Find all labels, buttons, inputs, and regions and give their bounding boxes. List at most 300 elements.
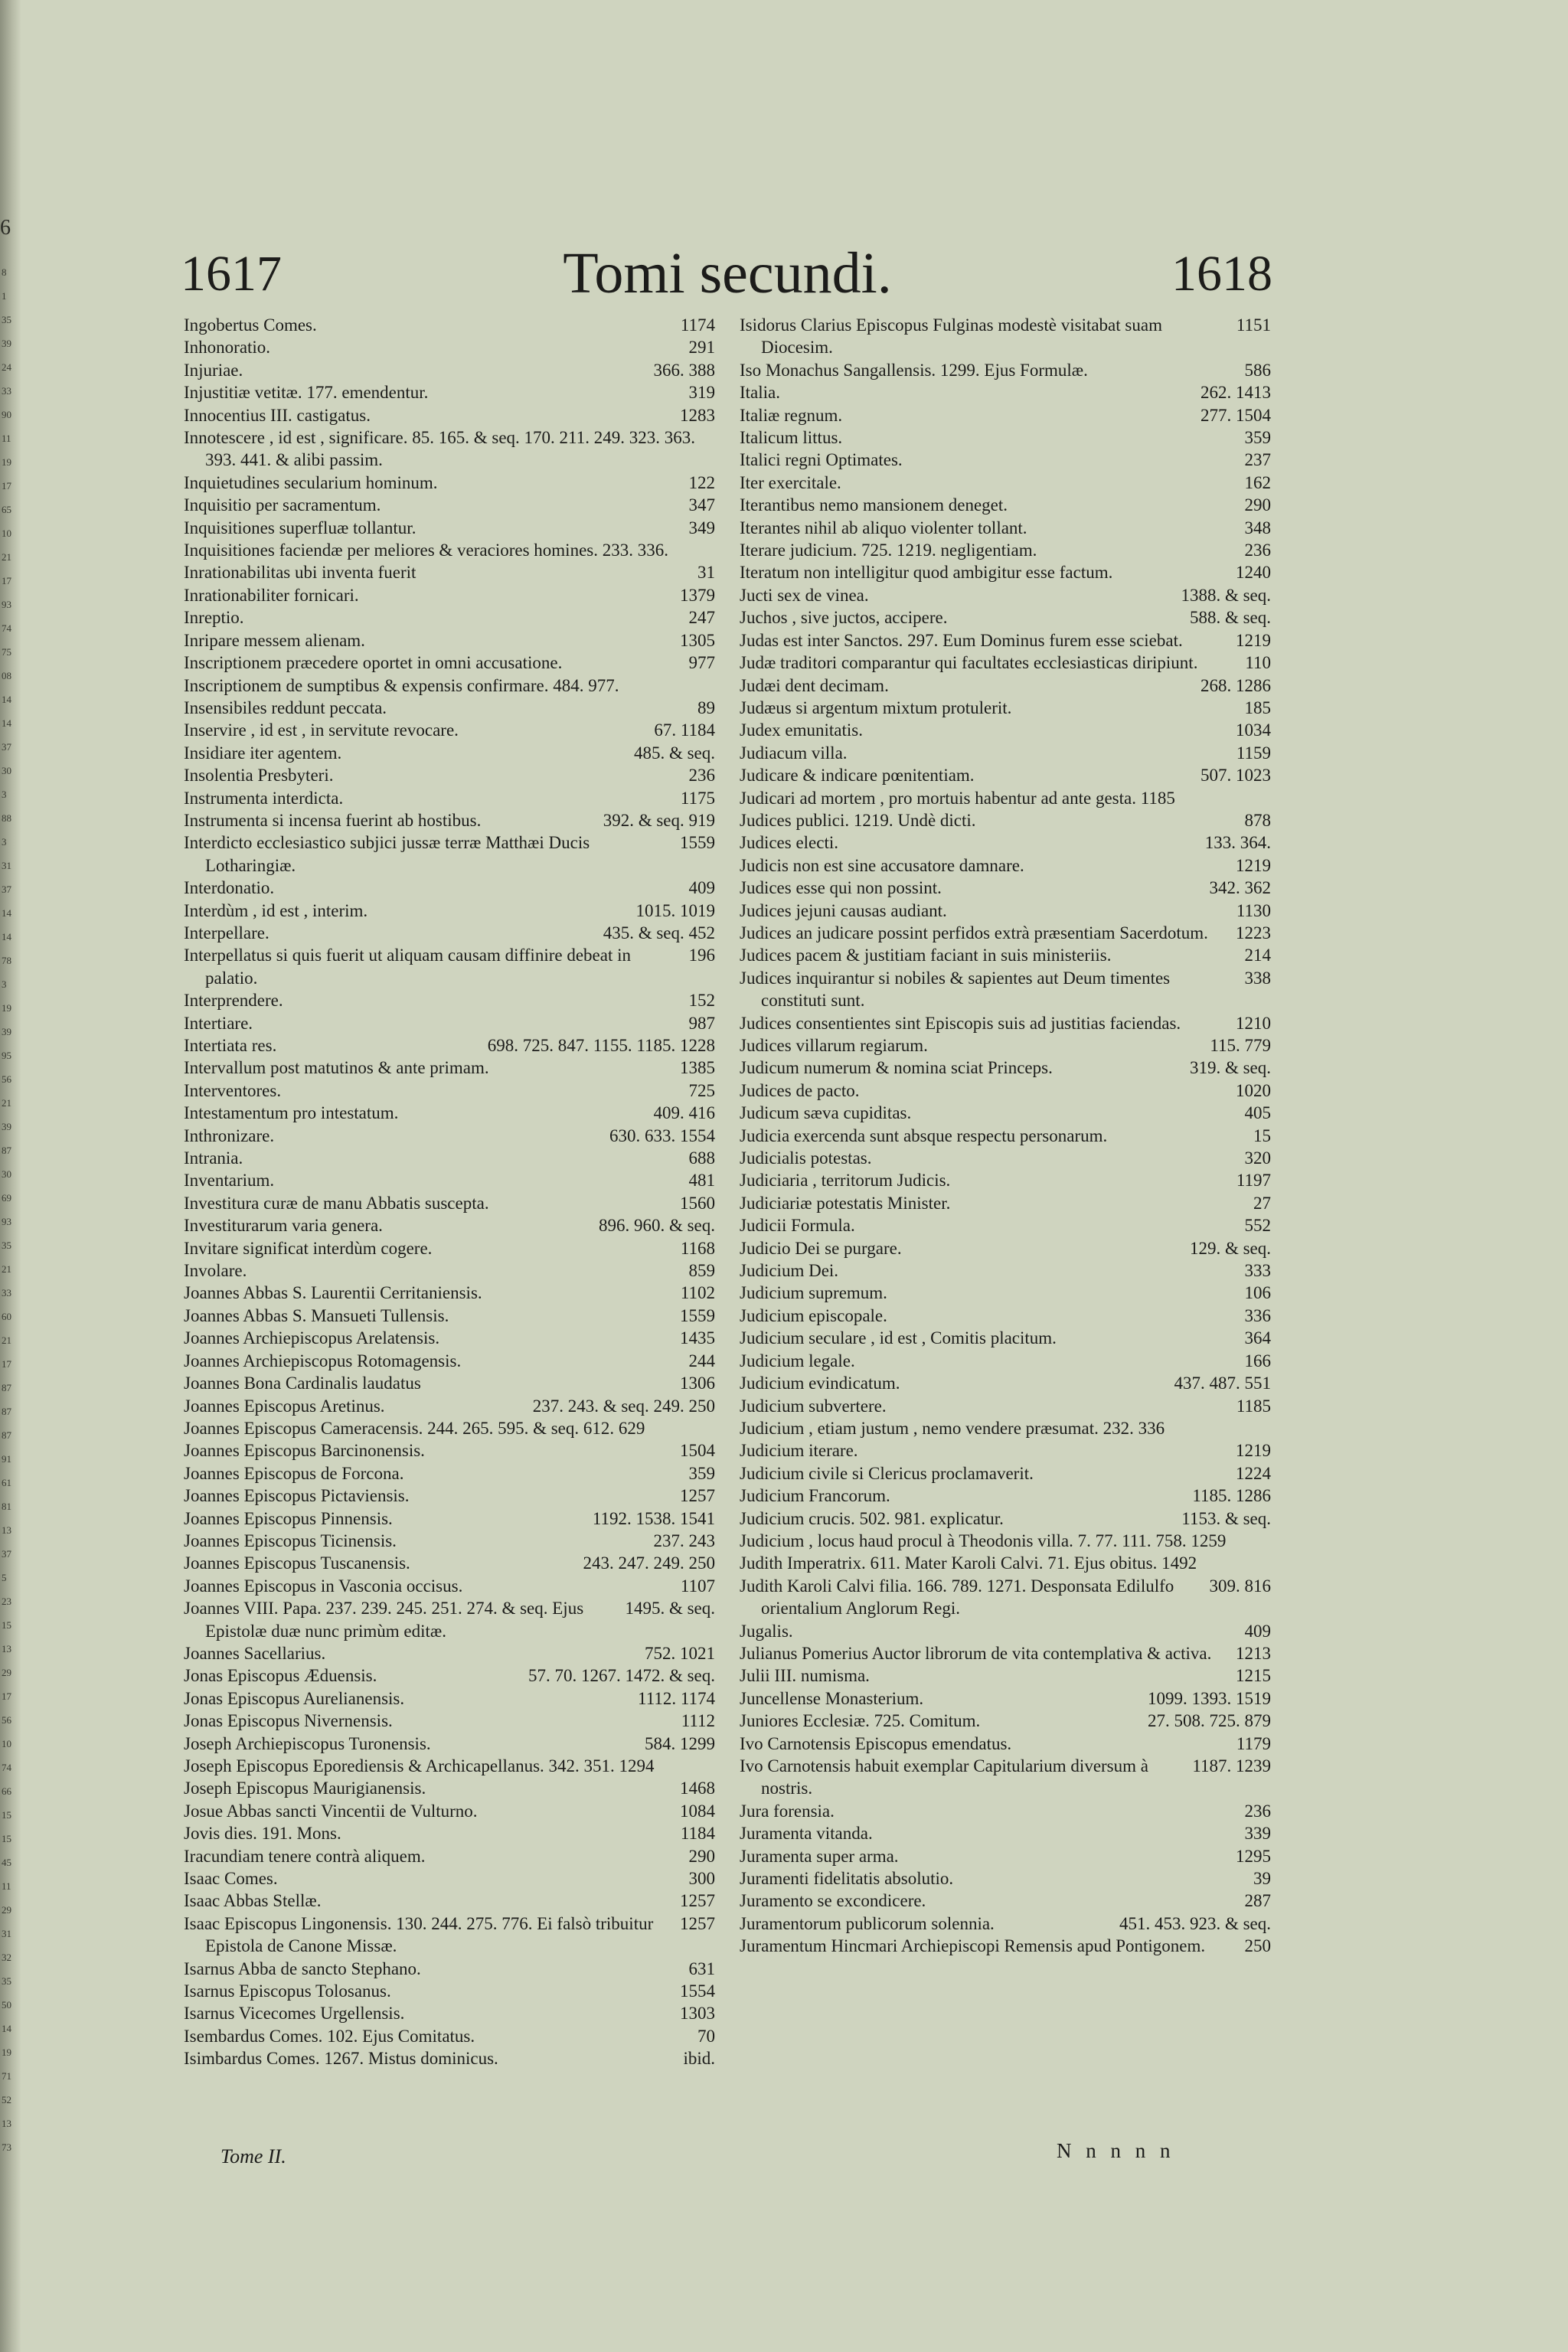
index-entry	[184, 517, 715, 539]
gutter-fragment: 29	[2, 1667, 11, 1678]
entry-page-refs: 237. 243. & seq. 249. 250	[532, 1396, 715, 1416]
gutter-fragment: 66	[2, 1785, 11, 1797]
left-column	[184, 314, 715, 2070]
index-entry	[184, 359, 715, 381]
gutter-fragment: 74	[2, 1762, 11, 1773]
entry-term: Judices pacem & justitiam faciant in suis ministeriis.	[740, 946, 1112, 965]
left-page-number: 1617	[181, 246, 282, 302]
entry-page-refs: 268. 1286	[1200, 675, 1271, 695]
index-entry	[740, 1508, 1271, 1530]
entry-page-refs: 1554	[680, 1981, 715, 2001]
entry-page-refs: 364	[1244, 1328, 1271, 1348]
entry-page-refs: 1153. & seq.	[1181, 1508, 1271, 1528]
entry-term: Joannes VIII. Papa. 237. 239. 245. 251. 274. & seq. Ejus Epistolæ duæ nunc primùm editæ.	[184, 1599, 584, 1641]
entry-term: Juniores Ecclesiæ. 725. Comitum.	[740, 1711, 981, 1731]
gutter-page-mark: 6	[0, 216, 11, 240]
gutter-fragment: 15	[2, 1619, 11, 1631]
entry-term: Judices inquirantur si nobiles & sapientes aut Deum timentes constituti sunt.	[740, 968, 1171, 1011]
entry-term: Innotescere , id est , significare. 85. 165. & seq. 170. 211. 249. 323. 363. 393. 441. & alibi passim.	[184, 428, 695, 470]
index-entry	[184, 764, 715, 786]
entry-page-refs: 244	[688, 1351, 715, 1370]
index-entry	[184, 675, 715, 697]
entry-page-refs: 688	[688, 1148, 715, 1168]
index-entry	[740, 1642, 1271, 1664]
entry-page-refs: 987	[688, 1013, 715, 1033]
index-entry	[184, 472, 715, 494]
entry-term: Joannes Archiepiscopus Arelatensis.	[184, 1328, 440, 1348]
index-entry	[184, 1439, 715, 1462]
entry-term: Insolentia Presbyteri.	[184, 766, 334, 786]
entry-page-refs: 319	[688, 383, 715, 403]
entry-term: Judicio Dei se purgare.	[740, 1238, 902, 1258]
gutter-fragment: 78	[2, 955, 11, 966]
entry-page-refs: 1295	[1236, 1846, 1271, 1866]
index-entry	[740, 1080, 1271, 1102]
entry-term: Joannes Episcopus Pinnensis.	[184, 1508, 393, 1528]
index-entry	[740, 584, 1271, 606]
entry-term: Inripare messem alienam.	[184, 630, 365, 650]
entry-term: Investiturarum varia genera.	[184, 1216, 383, 1236]
entry-term: Injuriae.	[184, 360, 243, 380]
index-entry	[740, 494, 1271, 516]
entry-term: Joannes Episcopus Pictaviensis.	[184, 1486, 410, 1506]
index-entry	[184, 404, 715, 426]
entry-term: Joannes Episcopus Barcinonensis.	[184, 1441, 425, 1461]
entry-term: Judices villarum regiarum.	[740, 1036, 928, 1055]
gutter-fragment: 32	[2, 1952, 11, 1963]
entry-term: Judith Imperatrix. 611. Mater Karoli Calvi. 71. Ejus obitus. 1492	[740, 1553, 1197, 1573]
entry-page-refs: 1240	[1236, 563, 1271, 583]
index-entry	[740, 426, 1271, 449]
entry-page-refs: 39	[1253, 1869, 1271, 1889]
entry-page-refs: 122	[688, 472, 715, 492]
entry-page-refs: 31	[697, 563, 715, 583]
entry-term: Joseph Archiepiscopus Turonensis.	[184, 1733, 431, 1753]
index-entry	[740, 1350, 1271, 1372]
gutter-fragment: 45	[2, 1857, 11, 1868]
entry-page-refs: 1197	[1236, 1171, 1271, 1191]
index-entry	[184, 1755, 715, 1777]
index-entry	[184, 1259, 715, 1282]
index-entry	[184, 1890, 715, 1912]
entry-term: Joannes Episcopus de Forcona.	[184, 1463, 404, 1483]
gutter-fragment: 30	[2, 1168, 11, 1180]
entry-term: Instrumenta interdicta.	[184, 788, 344, 808]
gutter-fragment: 65	[2, 504, 11, 515]
index-entry	[740, 1169, 1271, 1191]
entry-term: Isembardus Comes. 102. Ejus Comitatus.	[184, 2026, 475, 2046]
index-entry	[184, 1642, 715, 1664]
entry-term: Involare.	[184, 1261, 247, 1281]
entry-page-refs: 309. 816	[1209, 1576, 1271, 1596]
index-entry	[740, 1214, 1271, 1236]
index-entry	[184, 1147, 715, 1169]
index-entry	[184, 584, 715, 606]
index-entry	[740, 1800, 1271, 1822]
gutter-fragment: 91	[2, 1453, 11, 1465]
gutter-fragment: 08	[2, 670, 11, 681]
index-entry	[740, 606, 1271, 629]
gutter-fragment: 61	[2, 1477, 11, 1488]
index-entry	[184, 336, 715, 358]
entry-page-refs: 277. 1504	[1200, 405, 1271, 425]
entry-term: Judicium Francorum.	[740, 1486, 890, 1506]
entry-term: Judices esse qui non possint.	[740, 878, 942, 898]
index-entry	[740, 787, 1271, 809]
index-entry	[184, 989, 715, 1011]
index-entry	[740, 877, 1271, 899]
index-entry	[184, 1597, 715, 1642]
index-entry	[740, 314, 1271, 359]
entry-term: Intrania.	[184, 1148, 243, 1168]
entry-term: Judicii Formula.	[740, 1216, 855, 1236]
index-entry	[184, 1282, 715, 1304]
entry-page-refs: 320	[1244, 1148, 1271, 1168]
entry-term: Juramentorum publicorum solennia.	[740, 1913, 995, 1933]
gutter-fragment: 35	[2, 1240, 11, 1251]
gutter-fragment: 37	[2, 884, 11, 895]
entry-term: Judicium , locus haud procul à Theodonis villa. 7. 77. 111. 758. 1259	[740, 1530, 1227, 1550]
entry-term: Judiciariæ potestatis Minister.	[740, 1193, 951, 1213]
entry-term: Iterantibus nemo mansionem deneget.	[740, 495, 1008, 515]
entry-term: Judicium seculare , id est , Comitis placitum.	[740, 1328, 1057, 1348]
index-entry	[740, 1147, 1271, 1169]
entry-term: Juchos , sive juctos, accipere.	[740, 608, 948, 628]
entry-term: Judas est inter Sanctos. 297. Eum Dominus furem esse sciebat.	[740, 630, 1183, 650]
entry-page-refs: 1379	[680, 585, 715, 605]
gutter-fragment: 52	[2, 2094, 11, 2105]
gutter-fragment: 14	[2, 717, 11, 729]
entry-page-refs: 859	[688, 1261, 715, 1281]
entry-page-refs: 290	[1244, 495, 1271, 515]
entry-page-refs: 300	[688, 1869, 715, 1889]
gutter-fragment: 3	[2, 836, 7, 848]
entry-term: Isaac Episcopus Lingonensis. 130. 244. 275. 776. Ei falsò tribuitur Epistola de Canone Missæ.	[184, 1913, 654, 1956]
entry-term: Jovis dies. 191. Mons.	[184, 1824, 341, 1844]
gutter-fragment: 56	[2, 1714, 11, 1726]
entry-page-refs: 1560	[680, 1193, 715, 1213]
entry-term: Isarnus Abba de sancto Stephano.	[184, 1958, 421, 1978]
entry-term: Iteratum non intelligitur quod ambigitur esse factum.	[740, 563, 1113, 583]
entry-term: Interprendere.	[184, 991, 283, 1011]
index-entry	[740, 1012, 1271, 1034]
entry-page-refs: 349	[688, 518, 715, 537]
page-title: Tomi secundi.	[563, 241, 892, 305]
entry-term: Judicare & indicare pœnitentiam.	[740, 766, 975, 786]
entry-term: Judiciaria , territorum Judicis.	[740, 1171, 951, 1191]
index-entry	[184, 1372, 715, 1394]
entry-term: Inquietudines secularium hominum.	[184, 472, 438, 492]
entry-term: Insidiare iter agentem.	[184, 743, 342, 763]
entry-term: Investitura curæ de manu Abbatis suscepta.	[184, 1193, 489, 1213]
entry-term: Isarnus Vicecomes Urgellensis.	[184, 2004, 405, 2024]
entry-term: Inreptio.	[184, 608, 244, 628]
index-entry	[184, 1102, 715, 1124]
index-entry	[740, 1395, 1271, 1417]
index-entry	[740, 1372, 1271, 1394]
entry-term: Juramenti fidelitatis absolutio.	[740, 1869, 954, 1889]
entry-term: Inscriptionem præcedere oportet in omni accusatione.	[184, 653, 563, 673]
entry-term: Ivo Carnotensis habuit exemplar Capitularium diversum à nostris.	[740, 1756, 1148, 1798]
entry-term: Injustitiæ vetitæ. 177. emendentur.	[184, 383, 429, 403]
entry-page-refs: 247	[688, 608, 715, 628]
entry-page-refs: 1192. 1538. 1541	[592, 1508, 715, 1528]
index-entry	[740, 1034, 1271, 1057]
index-entry	[740, 1485, 1271, 1507]
entry-page-refs: 1219	[1236, 855, 1271, 875]
index-entry	[184, 539, 715, 561]
entry-page-refs: 451. 453. 923. & seq.	[1119, 1913, 1271, 1933]
entry-term: Interdonatio.	[184, 878, 275, 898]
gutter-fragment: 33	[2, 385, 11, 397]
entry-term: Intertiare.	[184, 1013, 253, 1033]
entry-page-refs: 1179	[1236, 1733, 1271, 1753]
entry-page-refs: 409	[1244, 1621, 1271, 1641]
index-entry	[184, 1913, 715, 1958]
entry-term: Intertiata res.	[184, 1036, 277, 1055]
gutter-fragment: 17	[2, 1358, 11, 1370]
entry-term: Innocentius III. castigatus.	[184, 405, 371, 425]
gutter-fragment: 73	[2, 2141, 11, 2153]
index-entry	[184, 1350, 715, 1372]
entry-term: Inquisitiones superfluæ tollantur.	[184, 518, 416, 537]
index-entry	[184, 381, 715, 403]
gutter-fragment: 14	[2, 931, 11, 942]
entry-term: Ivo Carnotensis Episcopus emendatus.	[740, 1733, 1012, 1753]
gutter-fragment: 5	[2, 1572, 7, 1583]
gutter-fragment: 35	[2, 1975, 11, 1987]
entry-term: Juramenta super arma.	[740, 1846, 899, 1866]
entry-page-refs: 129. & seq.	[1189, 1238, 1271, 1258]
entry-term: Interdùm , id est , interim.	[184, 900, 368, 920]
entry-term: Julii III. numisma.	[740, 1666, 870, 1686]
entry-term: Joannes Sacellarius.	[184, 1643, 326, 1663]
index-entry	[184, 719, 715, 741]
gutter-fragment: 87	[2, 1382, 11, 1393]
gutter-fragment: 29	[2, 1904, 11, 1916]
gutter-fragment: 14	[2, 907, 11, 919]
entry-page-refs: 1257	[680, 1891, 715, 1911]
index-entry	[184, 606, 715, 629]
entry-page-refs: 1210	[1236, 1013, 1271, 1033]
entry-term: Isarnus Episcopus Tolosanus.	[184, 1981, 391, 2001]
entry-term: Judex emunitatis.	[740, 720, 863, 740]
index-entry	[184, 1214, 715, 1236]
gutter-fragment: 93	[2, 1216, 11, 1227]
index-page	[181, 243, 1274, 2173]
index-entry	[740, 1125, 1271, 1147]
entry-term: Jonas Episcopus Æduensis.	[184, 1666, 377, 1686]
entry-term: Judicia exercenda sunt absque respectu personarum.	[740, 1125, 1108, 1145]
entry-page-refs: 1224	[1236, 1463, 1271, 1483]
index-entry	[740, 742, 1271, 764]
entry-page-refs: 481	[688, 1171, 715, 1191]
entry-page-refs: 115. 779	[1210, 1036, 1271, 1055]
index-entry	[184, 1057, 715, 1079]
entry-term: Inrationabilitas ubi inventa fuerit	[184, 563, 416, 583]
index-entry	[740, 719, 1271, 741]
gutter-fragment: 13	[2, 2118, 11, 2129]
gutter-fragment: 87	[2, 1406, 11, 1417]
gutter-fragment: 56	[2, 1073, 11, 1085]
index-entry	[184, 1958, 715, 1980]
index-entry	[184, 1012, 715, 1034]
entry-page-refs: 392. & seq. 919	[603, 810, 715, 830]
entry-page-refs: 196	[688, 946, 715, 965]
entry-page-refs: 237. 243	[653, 1530, 715, 1550]
entry-term: Iterare judicium. 725. 1219. negligentiam.	[740, 541, 1037, 560]
entry-page-refs: 152	[688, 991, 715, 1011]
entry-page-refs: 1219	[1236, 630, 1271, 650]
index-entry	[740, 404, 1271, 426]
index-entry	[740, 1282, 1271, 1304]
entry-term: Italicum littus.	[740, 428, 843, 448]
gutter-fragment: 90	[2, 409, 11, 420]
index-entry	[740, 697, 1271, 719]
entry-term: Inscriptionem de sumptibus & expensis confirmare. 484. 977.	[184, 675, 619, 695]
index-entry	[740, 1733, 1271, 1755]
entry-page-refs: 1107	[680, 1576, 715, 1596]
entry-page-refs: 409	[688, 878, 715, 898]
index-entry	[740, 1327, 1271, 1349]
entry-term: Inrationabiliter fornicari.	[184, 585, 359, 605]
entry-term: Judices electi.	[740, 833, 839, 853]
gutter-fragment: 30	[2, 765, 11, 776]
gutter-fragment: 37	[2, 741, 11, 753]
entry-term: Isaac Comes.	[184, 1869, 278, 1889]
index-entry	[184, 314, 715, 336]
index-entry	[740, 629, 1271, 652]
index-entry	[740, 517, 1271, 539]
entry-term: Italiæ regnum.	[740, 405, 843, 425]
entry-page-refs: 1112. 1174	[638, 1688, 715, 1708]
entry-page-refs: 290	[688, 1846, 715, 1866]
entry-page-refs: 1130	[1236, 900, 1271, 920]
index-entry	[184, 1687, 715, 1710]
entry-page-refs: 1102	[680, 1283, 715, 1303]
gutter-fragment: 71	[2, 2070, 11, 2082]
entry-page-refs: 1257	[680, 1486, 715, 1506]
entry-term: Jonas Episcopus Nivernensis.	[184, 1711, 393, 1731]
gutter-fragment: 3	[2, 978, 7, 990]
entry-page-refs: 1084	[680, 1801, 715, 1821]
index-entry	[184, 1395, 715, 1417]
index-entry	[740, 922, 1271, 944]
entry-term: Joseph Episcopus Maurigianensis.	[184, 1779, 426, 1798]
index-entry	[740, 1867, 1271, 1890]
entry-term: Joannes Episcopus Tuscanensis.	[184, 1553, 410, 1573]
entry-page-refs: 27. 508. 725. 879	[1148, 1711, 1271, 1731]
entry-term: Judices publici. 1219. Undè dicti.	[740, 810, 976, 830]
index-entry	[184, 831, 715, 877]
entry-page-refs: 359	[688, 1463, 715, 1483]
entry-term: Joannes Episcopus in Vasconia occisus.	[184, 1576, 463, 1596]
index-entry	[184, 1664, 715, 1687]
gutter-fragment: 11	[2, 433, 11, 444]
entry-term: Instrumenta si incensa fuerint ab hostibus.	[184, 810, 482, 830]
index-entry	[184, 1530, 715, 1552]
index-entry	[740, 1575, 1271, 1620]
entry-term: Judices de pacto.	[740, 1080, 860, 1100]
index-entry	[740, 944, 1271, 966]
entry-page-refs: 237	[1244, 450, 1271, 470]
index-entry	[740, 1237, 1271, 1259]
entry-page-refs: 291	[688, 338, 715, 358]
entry-term: Jonas Episcopus Aurelianensis.	[184, 1688, 405, 1708]
entry-term: Juncellense Monasterium.	[740, 1688, 924, 1708]
index-entry	[184, 1125, 715, 1147]
entry-page-refs: 631	[688, 1958, 715, 1978]
index-entry	[740, 1664, 1271, 1687]
index-entry	[184, 809, 715, 831]
entry-page-refs: 336	[1244, 1305, 1271, 1325]
entry-term: Joannes Archiepiscopus Rotomagensis.	[184, 1351, 462, 1370]
entry-page-refs: 896. 960. & seq.	[598, 1216, 715, 1236]
entry-page-refs: 319. & seq.	[1189, 1058, 1271, 1078]
index-columns	[181, 314, 1274, 2167]
gutter-fragment: 88	[2, 812, 11, 824]
entry-page-refs: ibid.	[683, 2049, 715, 2069]
entry-term: Joannes Bona Cardinalis laudatus	[184, 1374, 421, 1393]
entry-page-refs: 236	[1244, 1801, 1271, 1821]
right-column	[740, 314, 1271, 1958]
entry-term: Joannes Abbas S. Mansueti Tullensis.	[184, 1305, 449, 1325]
gutter-fragment: 13	[2, 1524, 11, 1536]
index-entry	[740, 359, 1271, 381]
index-entry	[184, 1192, 715, 1214]
entry-page-refs: 1303	[680, 2004, 715, 2024]
entry-page-refs: 409. 416	[653, 1103, 715, 1123]
entry-page-refs: 214	[1244, 946, 1271, 965]
page-header	[181, 243, 1274, 312]
index-entry	[740, 449, 1271, 471]
entry-page-refs: 584. 1299	[645, 1733, 715, 1753]
entry-page-refs: 339	[1244, 1824, 1271, 1844]
index-entry	[184, 1733, 715, 1755]
entry-term: Jucti sex de vinea.	[740, 585, 869, 605]
entry-page-refs: 110	[1245, 653, 1271, 673]
entry-term: Judicium Dei.	[740, 1261, 839, 1281]
entry-term: Joannes Abbas S. Laurentii Cerritaniensis.	[184, 1283, 482, 1303]
entry-term: Judicium iterare.	[740, 1441, 858, 1461]
gutter-fragment: 74	[2, 622, 11, 634]
gutter-fragment: 31	[2, 1928, 11, 1939]
gutter-fragment: 69	[2, 1192, 11, 1204]
index-entry	[184, 1845, 715, 1867]
index-entry	[740, 1913, 1271, 1935]
entry-page-refs: 57. 70. 1267. 1472. & seq.	[528, 1666, 715, 1686]
entry-term: Julianus Pomerius Auctor librorum de vita contemplativa & activa.	[740, 1643, 1212, 1663]
index-entry	[740, 1530, 1271, 1552]
index-entry	[184, 1710, 715, 1732]
entry-page-refs: 725	[688, 1080, 715, 1100]
index-entry	[740, 1620, 1271, 1642]
entry-term: Judæus si argentum mixtum protulerit.	[740, 697, 1012, 717]
gutter-fragment: 21	[2, 1263, 11, 1275]
index-entry	[184, 900, 715, 922]
entry-term: Intestamentum pro intestatum.	[184, 1103, 399, 1123]
index-entry	[184, 1080, 715, 1102]
entry-term: Judicium civile si Clericus proclamaverit.	[740, 1463, 1034, 1483]
entry-term: Inquisitio per sacramentum.	[184, 495, 381, 515]
entry-page-refs: 1435	[680, 1328, 715, 1348]
gutter-fragment: 19	[2, 1002, 11, 1014]
entry-page-refs: 1559	[680, 833, 715, 853]
entry-page-refs: 236	[1244, 541, 1271, 560]
gutter-fragment: 17	[2, 1690, 11, 1702]
entry-term: Ingobertus Comes.	[184, 315, 317, 335]
index-entry	[184, 1327, 715, 1349]
